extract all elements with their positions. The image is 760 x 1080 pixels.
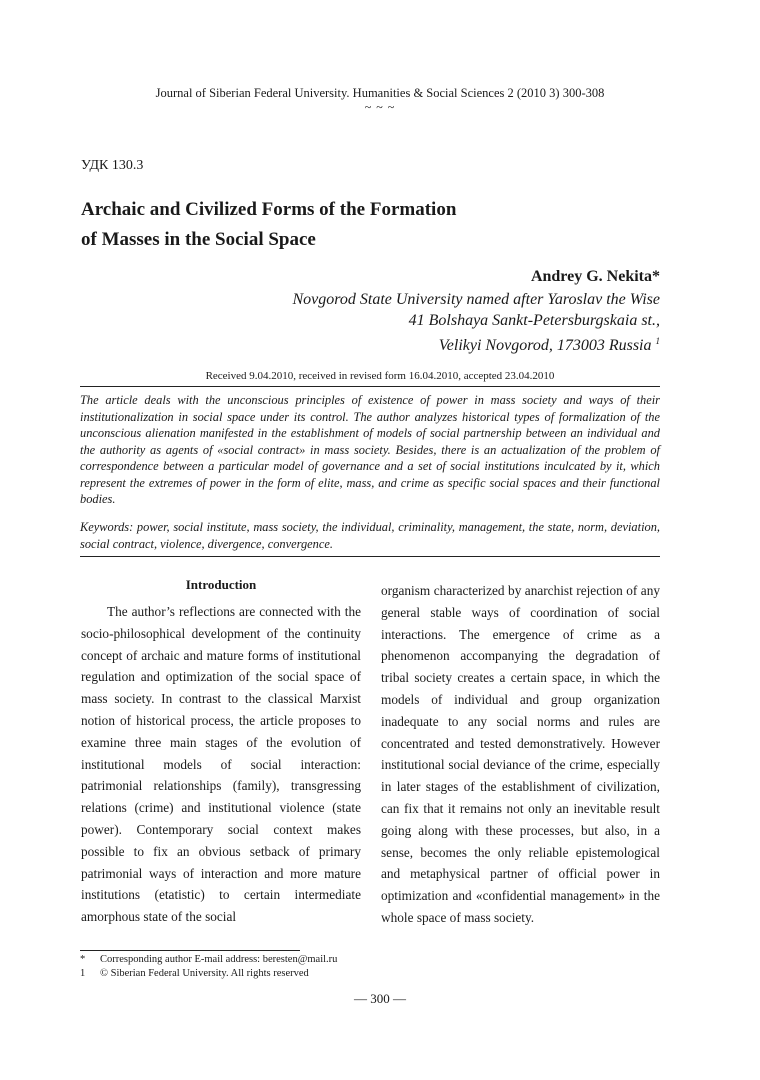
affiliation-line-1: Novgorod State University named after Yaroslav the Wise xyxy=(292,291,660,308)
footnote-1 xyxy=(80,954,337,965)
body-paragraph: organism characterized by anarchist rejection of any general stable ways of coordination of social interactions. The emergence of crime as a phenomenon accompanying the degradation of tribal society creates a certain space, in which the models of individual and group organization inadequate to any social norms and rules are concentrated and tested demonstratively. However institutional social deviance of the crime, especially in later stages of the establishment of civilization, can fix that it remains not only an inevitable result going along with these processes, but also, in a sense, becomes the only reliable epistemological and metaphysical partner of official power in optimization and «confidential management» in the whole space of mass society. xyxy=(381,583,660,925)
author-name: Andrey G. Nekita* xyxy=(530,268,660,285)
article-title xyxy=(81,195,641,255)
udc-code: УДК 130.3 xyxy=(81,158,144,173)
author-affiliation xyxy=(160,289,660,356)
abstract-bottom-rule xyxy=(80,556,660,557)
footnote-2 xyxy=(80,968,309,979)
abstract-top-rule xyxy=(80,386,660,387)
title-line-2: of Masses in the Social Space xyxy=(81,229,316,250)
footnote-text: Corresponding author E-mail address: beresten@mail.ru xyxy=(100,954,338,965)
abstract: The article deals with the unconscious principles of existence of power in mass society and ways of their institutionalization in social space under its control. The author analyzes historical types of formalization of the unconscious alienation manifested in the establishment of models of social partnership between an individual and the authority as agents of «social contract» in mass society. Besides, there is an actualization of the problem of correspondence between a particular model of governance and a set of social institutions inculcated by it, which represent the extremes of power in the form of elite, mass, and crime as specific social spaces and their functional bodies. xyxy=(80,393,660,506)
body-column-right xyxy=(381,580,660,929)
keywords: Keywords: power, social institute, mass society, the individual, criminality, management, the state, norm, deviation, social contract, violence, divergence, convergence. xyxy=(80,520,660,551)
header-ornament: ~ ~ ~ xyxy=(364,100,396,114)
section-heading-introduction: Introduction xyxy=(185,577,257,592)
affiliation-line-3: Velikyi Novgorod, 173003 Russia xyxy=(438,337,652,354)
page-number: — 300 — xyxy=(354,991,406,1006)
journal-header: Journal of Siberian Federal University. Humanities & Social Sciences 2 (2010 3) 300-308 xyxy=(155,86,605,100)
footnote-rule xyxy=(80,950,300,951)
footnote-text: © Siberian Federal University. All rights reserved xyxy=(100,968,309,979)
body-paragraph: The author’s reflections are connected with the socio-philosophical development of the continuity concept of archaic and mature forms of institutional regulation and optimization of the social space of mass society. In contrast to the classical Marxist notion of historical process, the article proposes to examine three main stages of the evolution of institutional models of social interaction: patrimonial relationships (family), transgressing relations (crime) and institutional violence (state power). Contemporary social context makes possible to fix an obvious setback of primary patrimonial ways of interaction and more mature institutions (etatistic) to certain intermediate amorphous state of the social xyxy=(81,604,361,925)
affiliation-footnote-mark: 1 xyxy=(655,336,660,346)
received-dates: Received 9.04.2010, received in revised form 16.04.2010, accepted 23.04.2010 xyxy=(205,370,555,382)
title-line-1: Archaic and Civilized Forms of the Formation xyxy=(81,199,457,220)
footnote-mark: * xyxy=(80,954,86,965)
footnote-mark: 1 xyxy=(80,968,86,979)
body-column-left xyxy=(81,601,361,928)
affiliation-line-2: 41 Bolshaya Sankt-Petersburgskaia st., xyxy=(408,312,660,329)
